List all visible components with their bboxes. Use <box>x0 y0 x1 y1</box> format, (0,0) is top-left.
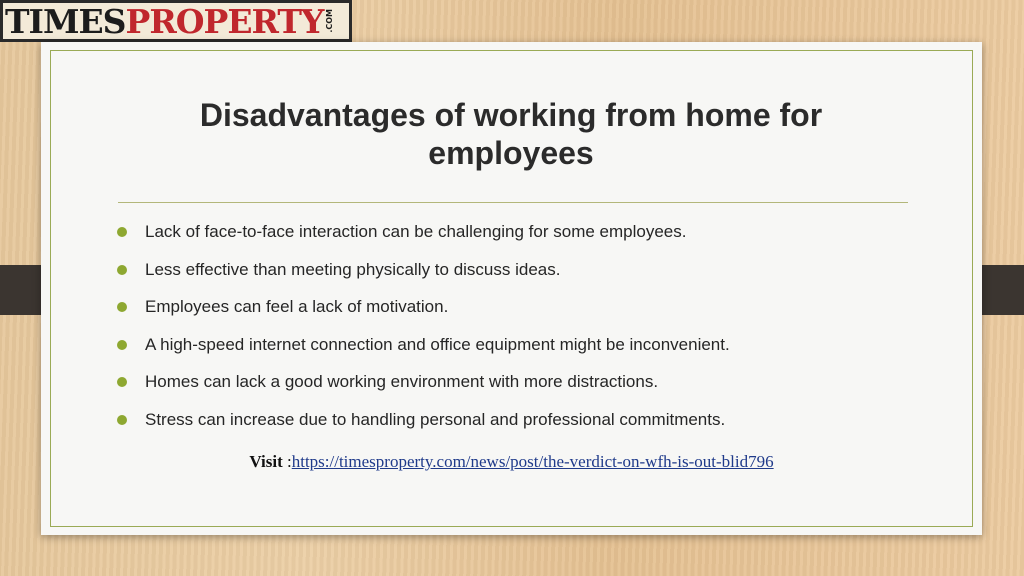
slide-title: Disadvantages of working from home for employees <box>199 97 823 171</box>
bullet-text: Less effective than meeting physically to discuss ideas. <box>145 259 561 279</box>
bullet-text: Employees can feel a lack of motivation. <box>145 297 449 316</box>
bullet-dot-icon <box>117 340 127 350</box>
bullet-dot-icon <box>117 415 127 425</box>
visit-separator: : <box>282 452 292 471</box>
bullet-item <box>117 370 730 408</box>
visit-line <box>41 452 982 472</box>
bullet-list <box>117 220 730 445</box>
bullet-item <box>117 220 730 258</box>
bullet-text: A high-speed internet connection and office equipment might be inconvenient. <box>145 334 730 354</box>
logo-property-text: PROPERTY <box>125 1 324 41</box>
bullet-dot-icon <box>117 265 127 275</box>
visit-label: Visit <box>249 452 283 471</box>
logo-com-text: .COM <box>325 9 335 33</box>
bullet-text: Homes can lack a good working environment with more distractions. <box>145 372 659 391</box>
bullet-item <box>117 408 730 446</box>
bullet-dot-icon <box>117 227 127 237</box>
bullet-text: Stress can increase due to handling personal and professional commitments. <box>145 409 726 429</box>
title-divider <box>118 202 908 203</box>
article-link[interactable]: https://timesproperty.com/news/post/the-verdict-on-wfh-is-out-blid796 <box>291 452 774 471</box>
logo-times-text: TIMES <box>5 1 126 41</box>
bullet-item <box>117 258 730 296</box>
bullet-dot-icon <box>117 302 127 312</box>
timesproperty-logo <box>0 0 352 42</box>
bullet-text: Lack of face-to-face interaction can be challenging for some employees. <box>145 222 687 241</box>
bullet-item <box>117 295 730 333</box>
logo-wordmark <box>5 1 324 41</box>
slide-card <box>41 42 982 535</box>
bullet-item <box>117 333 730 371</box>
bullet-dot-icon <box>117 377 127 387</box>
